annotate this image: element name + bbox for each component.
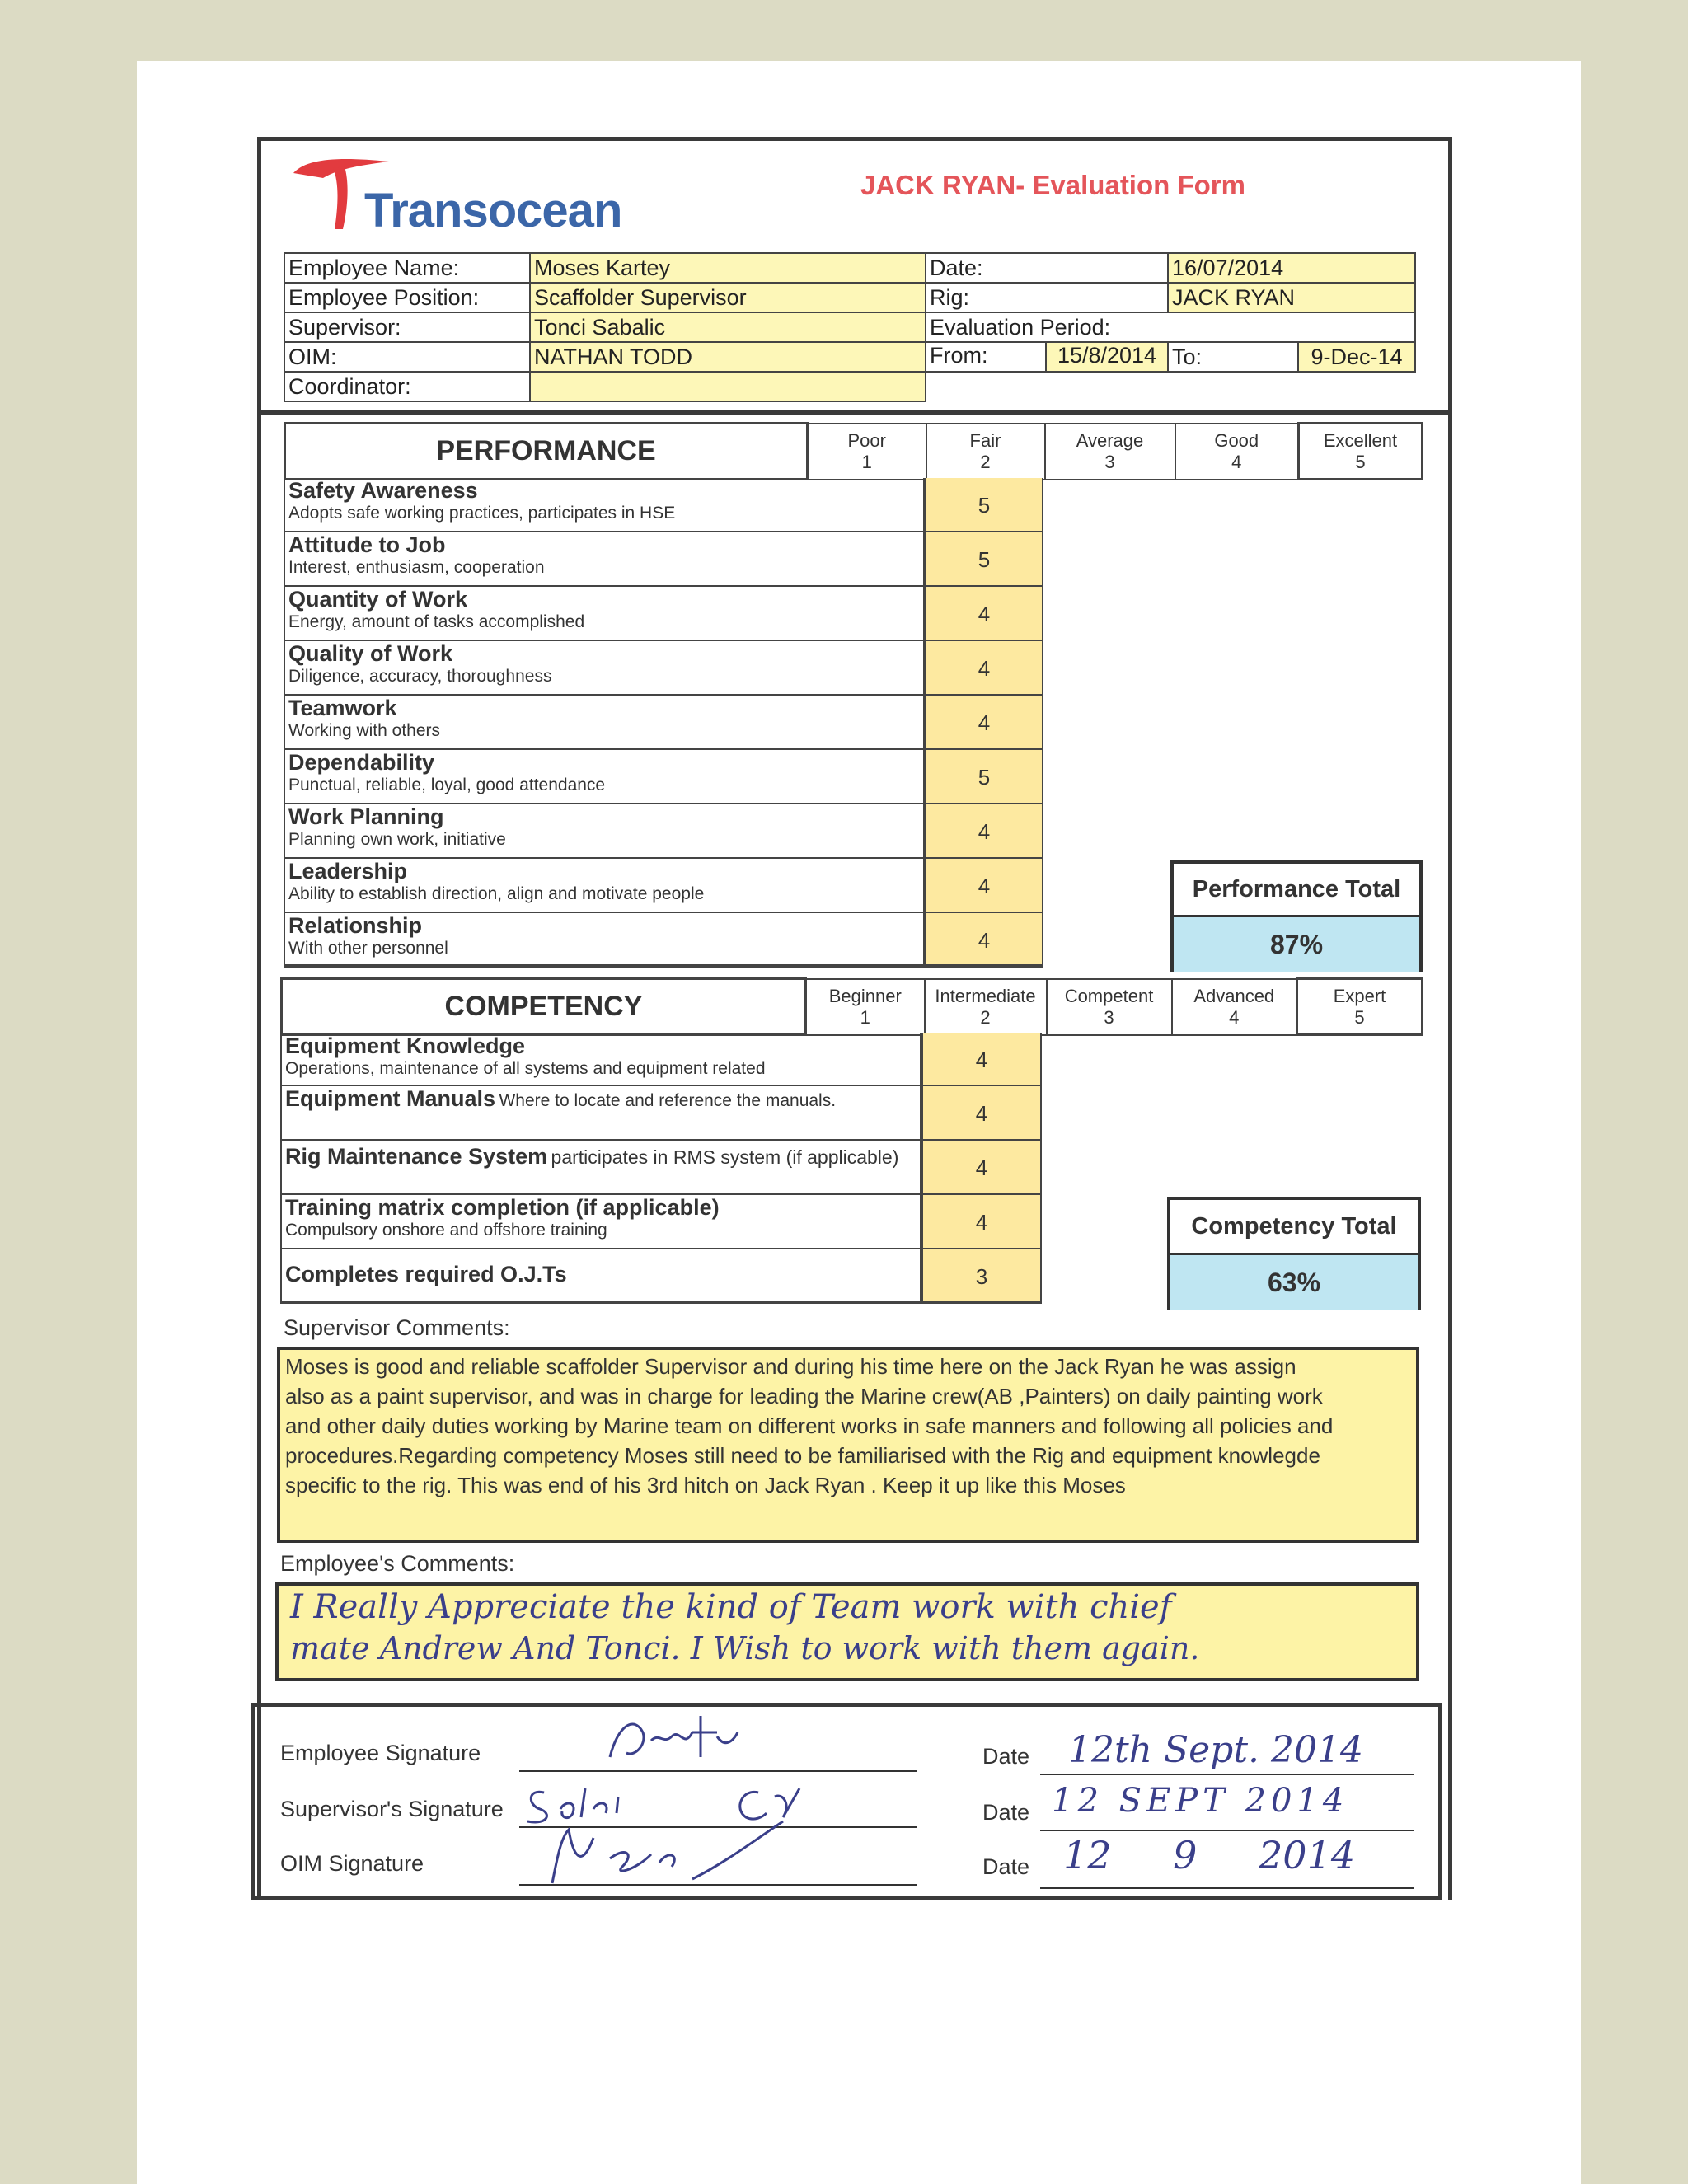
- score-cell[interactable]: 4: [925, 859, 1043, 913]
- oim-signature-label: OIM Signature: [280, 1851, 424, 1876]
- score-cell[interactable]: 4: [925, 804, 1043, 859]
- supervisor-label: Supervisor:: [284, 312, 530, 342]
- list-item: [284, 641, 1043, 696]
- performance-total-box: [1170, 860, 1423, 972]
- score-cell[interactable]: 4: [925, 696, 1043, 750]
- competency-title: COMPETENCY: [282, 979, 806, 1035]
- item-desc: Energy, amount of tasks accomplished: [288, 612, 585, 631]
- item-title: Equipment Knowledge: [285, 1033, 526, 1058]
- item-desc: Compulsory onshore and offshore training: [285, 1221, 607, 1240]
- list-item: [284, 750, 1043, 804]
- employee-info-table: [284, 252, 1416, 402]
- oim-date-handwritten: 12 9 2014: [1063, 1833, 1356, 1877]
- list-item: [284, 804, 1043, 859]
- handwritten-comment-line: I Really Appreciate the kind of Team work with chief: [290, 1588, 1172, 1626]
- from-label: From:: [926, 343, 1047, 371]
- competency-items: [280, 1033, 1042, 1304]
- list-item: [284, 532, 1043, 587]
- comment-line: procedures.Regarding competency Moses still need to be familiarised with the Rig and equipment knowlegde: [285, 1443, 1320, 1468]
- rig-label: Rig:: [926, 283, 1168, 312]
- supervisor-comments-box[interactable]: [277, 1347, 1419, 1543]
- item-desc: Punctual, reliable, loyal, good attendance: [288, 776, 606, 794]
- logo-wordmark: Transocean: [364, 184, 622, 237]
- item-title: Teamwork: [288, 696, 397, 720]
- oim-label: OIM:: [284, 342, 530, 372]
- oim-signature-icon: [536, 1813, 799, 1887]
- item-title: Attitude to Job: [288, 532, 446, 557]
- score-cell[interactable]: 4: [925, 913, 1043, 968]
- item-desc: participates in RMS system (if applicable): [551, 1146, 899, 1168]
- rig-field[interactable]: JACK RYAN: [1168, 283, 1415, 312]
- employee-signature-label: Employee Signature: [280, 1741, 481, 1765]
- coordinator-field[interactable]: [530, 372, 926, 401]
- to-label: To:: [1168, 342, 1298, 372]
- scale-competent: Competent 3: [1047, 979, 1172, 1035]
- item-title: Training matrix completion (if applicable): [285, 1195, 720, 1220]
- score-cell[interactable]: 4: [921, 1033, 1042, 1086]
- employee-comments-box[interactable]: [275, 1582, 1419, 1681]
- date-label: Date:: [926, 253, 1168, 283]
- performance-table: [284, 422, 1423, 480]
- evaluation-period-label: Evaluation Period:: [926, 312, 1415, 342]
- from-field[interactable]: 15/8/2014: [1047, 343, 1167, 371]
- comment-line: and other daily duties working by Marine team on different works in safe manners and following all policies and: [285, 1413, 1334, 1438]
- list-item: [280, 1086, 1042, 1141]
- item-title: Dependability: [288, 750, 435, 775]
- item-desc: Diligence, accuracy, thoroughness: [288, 667, 552, 686]
- list-item: [284, 478, 1043, 532]
- item-title: Leadership: [288, 859, 408, 883]
- scale-expert: Expert 5: [1297, 979, 1423, 1035]
- score-cell[interactable]: 4: [921, 1086, 1042, 1141]
- form-title: JACK RYAN- Evaluation Form: [860, 170, 1245, 200]
- employee-comments-label: Employee's Comments:: [280, 1551, 515, 1576]
- score-cell[interactable]: 4: [925, 641, 1043, 696]
- score-cell[interactable]: 4: [921, 1195, 1042, 1249]
- scale-good: Good 4: [1175, 424, 1299, 480]
- employee-position-label: Employee Position:: [284, 283, 530, 312]
- competency-total-label: Competency Total: [1191, 1213, 1397, 1240]
- score-cell[interactable]: 5: [925, 532, 1043, 587]
- employee-name-label: Employee Name:: [284, 253, 530, 283]
- item-desc: Planning own work, initiative: [288, 830, 506, 849]
- score-cell[interactable]: 5: [925, 750, 1043, 804]
- item-desc: Adopts safe working practices, participates in HSE: [288, 504, 676, 523]
- oim-date-label: Date: [982, 1854, 1030, 1879]
- item-title: Equipment Manuals: [285, 1086, 496, 1111]
- supervisor-field[interactable]: Tonci Sabalic: [530, 312, 926, 342]
- employee-name-field[interactable]: Moses Kartey: [530, 253, 926, 283]
- header-divider: [257, 410, 1452, 415]
- scale-beginner: Beginner 1: [806, 979, 925, 1035]
- competency-total-box: [1167, 1197, 1421, 1310]
- competency-table: [280, 977, 1423, 1036]
- performance-total-label: Performance Total: [1192, 876, 1401, 902]
- list-item: [284, 859, 1043, 913]
- performance-items: [284, 478, 1043, 968]
- supervisor-comments-label: Supervisor Comments:: [284, 1315, 510, 1340]
- item-desc: Operations, maintenance of all systems and equipment related: [285, 1059, 766, 1078]
- employee-date-label: Date: [982, 1744, 1030, 1769]
- score-cell[interactable]: 5: [925, 478, 1043, 532]
- list-item: [280, 1033, 1042, 1086]
- supervisor-date-label: Date: [982, 1800, 1030, 1825]
- item-title: Work Planning: [288, 804, 444, 829]
- item-title: Safety Awareness: [288, 478, 478, 503]
- competency-total-value: 63%: [1170, 1253, 1418, 1310]
- comment-line: Moses is good and reliable scaffolder Supervisor and during his time here on the Jack Ryan he was assign: [285, 1354, 1296, 1379]
- list-item: [284, 913, 1043, 968]
- scale-fair: Fair 2: [926, 424, 1045, 480]
- item-desc: Where to locate and reference the manuals.: [499, 1091, 837, 1110]
- list-item: [280, 1141, 1042, 1195]
- employee-date-handwritten: 12th Sept. 2014: [1068, 1729, 1363, 1771]
- score-cell[interactable]: 4: [921, 1141, 1042, 1195]
- scale-excellent: Excellent 5: [1299, 424, 1423, 480]
- score-cell[interactable]: 4: [925, 587, 1043, 641]
- item-title: Quantity of Work: [288, 587, 468, 612]
- supervisor-signature-label: Supervisor's Signature: [280, 1797, 504, 1821]
- to-field[interactable]: 9-Dec-14: [1298, 342, 1415, 372]
- list-item: [280, 1249, 1042, 1304]
- item-title: Completes required O.J.Ts: [285, 1262, 567, 1286]
- item-title: Rig Maintenance System: [285, 1144, 548, 1169]
- item-desc: Ability to establish direction, align and motivate people: [288, 884, 705, 903]
- date-field[interactable]: 16/07/2014: [1168, 253, 1415, 283]
- scale-average: Average 3: [1045, 424, 1175, 480]
- scale-advanced: Advanced 4: [1172, 979, 1297, 1035]
- scale-intermediate: Intermediate 2: [925, 979, 1047, 1035]
- comment-line: also as a paint supervisor, and was in charge for leading the Marine crew(AB ,Painters) on daily painting work: [285, 1384, 1323, 1408]
- item-title: Quality of Work: [288, 641, 453, 666]
- performance-total-value: 87%: [1174, 915, 1419, 972]
- list-item: [284, 587, 1043, 641]
- from-cell: [926, 342, 1168, 372]
- employee-position-field[interactable]: Scaffolder Supervisor: [530, 283, 926, 312]
- list-item: [284, 696, 1043, 750]
- comment-line: specific to the rig. This was end of his 3rd hitch on Jack Ryan . Keep it up like this Moses: [285, 1473, 1126, 1497]
- list-item: [280, 1195, 1042, 1249]
- employee-signature-icon: [602, 1708, 750, 1774]
- scale-poor: Poor 1: [808, 424, 926, 480]
- item-title: Relationship: [288, 913, 423, 938]
- oim-field[interactable]: NATHAN TODD: [530, 342, 926, 372]
- performance-title: PERFORMANCE: [285, 424, 808, 480]
- coordinator-label: Coordinator:: [284, 372, 530, 401]
- item-desc: Working with others: [288, 721, 441, 740]
- score-cell[interactable]: 3: [921, 1249, 1042, 1304]
- handwritten-comment-line: mate Andrew And Tonci. I Wish to work with them again.: [290, 1630, 1200, 1666]
- supervisor-date-handwritten: 12 SEPT 2014: [1052, 1782, 1349, 1820]
- item-desc: With other personnel: [288, 939, 448, 958]
- item-desc: Interest, enthusiasm, cooperation: [288, 558, 545, 577]
